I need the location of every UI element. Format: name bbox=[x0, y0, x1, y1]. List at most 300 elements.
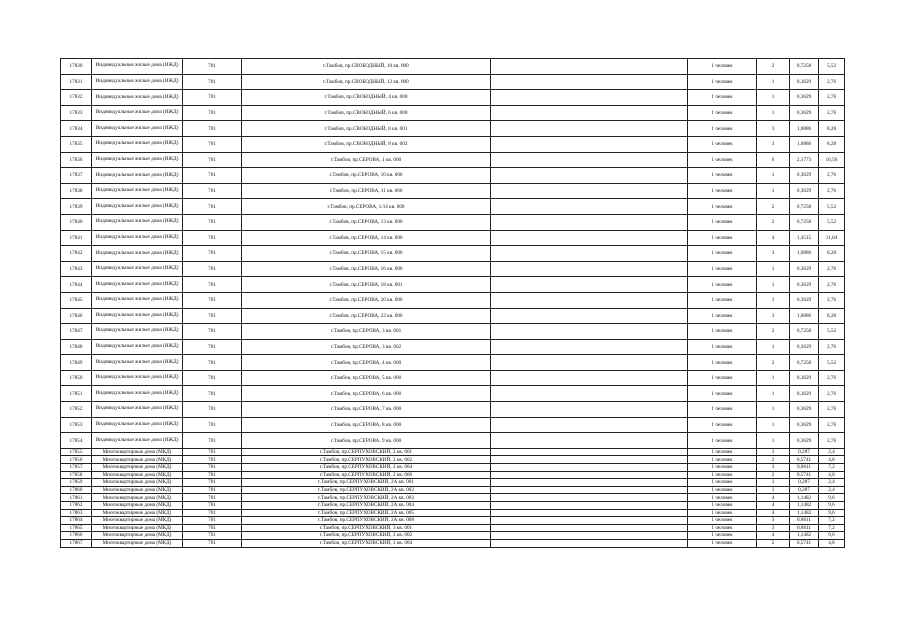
table-row bbox=[61, 517, 845, 525]
address-cell: г.Тамбов, пр.СЕРОВА, 1/14 кв. 000 bbox=[242, 199, 491, 215]
unit-cell: 1 человек bbox=[688, 456, 757, 464]
unit-cell: 1 человек bbox=[688, 292, 757, 308]
housing-type-cell: Индивидуальные жилые дома (ИЖД) bbox=[92, 386, 183, 402]
persons-count-cell: 1 bbox=[757, 183, 790, 199]
empty-cell bbox=[491, 105, 688, 121]
service-code-cell: 701 bbox=[183, 417, 242, 433]
record-id-cell: 17864 bbox=[61, 517, 92, 525]
service-code-cell: 701 bbox=[183, 121, 242, 137]
table-row bbox=[61, 339, 845, 355]
housing-type-cell: Многоквартирные дома (МКД) bbox=[92, 456, 183, 464]
record-id-cell: 17838 bbox=[61, 183, 92, 199]
address-cell: г.Тамбов, пр.СЕРОВА, 5 кв. 000 bbox=[242, 370, 491, 386]
record-id-cell: 17835 bbox=[61, 136, 92, 152]
table-row bbox=[61, 486, 845, 494]
table-row bbox=[61, 230, 845, 246]
empty-cell bbox=[491, 199, 688, 215]
housing-type-cell: Индивидуальные жилые дома (ИЖД) bbox=[92, 308, 183, 324]
address-cell: г.Тамбов, пр.СЕРПУХОВСКИЙ, 2А кв. 008 bbox=[242, 517, 491, 525]
empty-cell bbox=[491, 464, 688, 472]
address-cell: г.Тамбов, пр.СЕРОВА, 22 кв. 000 bbox=[242, 308, 491, 324]
coefficient-cell: 0,3629 bbox=[790, 74, 819, 90]
address-cell: г.Тамбов, пр.СВОБОДНЫЙ, 4 кв. 000 bbox=[242, 90, 491, 106]
coefficient-cell: 0,5741 bbox=[790, 471, 819, 479]
table-row bbox=[61, 370, 845, 386]
unit-cell: 1 человек bbox=[688, 121, 757, 137]
coefficient-cell: 0,287 bbox=[790, 486, 819, 494]
address-cell: г.Тамбов, пр.СЕРПУХОВСКИЙ, 2А кв. 002 bbox=[242, 486, 491, 494]
persons-count-cell: 3 bbox=[757, 121, 790, 137]
total-value-cell: 8,28 bbox=[819, 246, 845, 262]
housing-type-cell: Индивидуальные жилые дома (ИЖД) bbox=[92, 433, 183, 449]
table-row bbox=[61, 105, 845, 121]
unit-cell: 1 человек bbox=[688, 214, 757, 230]
record-id-cell: 17844 bbox=[61, 277, 92, 293]
address-cell: г.Тамбов, пр.СЕРПУХОВСКИЙ, 2 кв. 006 bbox=[242, 471, 491, 479]
coefficient-cell: 0,287 bbox=[790, 448, 819, 456]
housing-type-cell: Индивидуальные жилые дома (ИЖД) bbox=[92, 277, 183, 293]
table-row bbox=[61, 59, 845, 75]
coefficient-cell: 0,8611 bbox=[790, 524, 819, 532]
unit-cell: 1 человек bbox=[688, 402, 757, 418]
housing-type-cell: Индивидуальные жилые дома (ИЖД) bbox=[92, 230, 183, 246]
address-cell: г.Тамбов, пр.СЕРОВА, 3 кв. 001 bbox=[242, 324, 491, 340]
empty-cell bbox=[491, 230, 688, 246]
service-code-cell: 701 bbox=[183, 324, 242, 340]
persons-count-cell: 3 bbox=[757, 136, 790, 152]
persons-count-cell: 2 bbox=[757, 539, 790, 547]
total-value-cell: 7,2 bbox=[819, 464, 845, 472]
unit-cell: 1 человек bbox=[688, 59, 757, 75]
housing-type-cell: Индивидуальные жилые дома (ИЖД) bbox=[92, 339, 183, 355]
table-row bbox=[61, 532, 845, 540]
service-code-cell: 701 bbox=[183, 152, 242, 168]
record-id-cell: 17839 bbox=[61, 199, 92, 215]
address-cell: г.Тамбов, пр.СЕРОВА, 8 кв. 000 bbox=[242, 417, 491, 433]
address-cell: г.Тамбов, пр.СЕРПУХОВСКИЙ, 2 кв. 004 bbox=[242, 464, 491, 472]
housing-type-cell: Индивидуальные жилые дома (ИЖД) bbox=[92, 105, 183, 121]
housing-type-cell: Индивидуальные жилые дома (ИЖД) bbox=[92, 74, 183, 90]
empty-cell bbox=[491, 370, 688, 386]
record-id-cell: 17843 bbox=[61, 261, 92, 277]
empty-cell bbox=[491, 152, 688, 168]
address-cell: г.Тамбов, пр.СЕРОВА, 4 кв. 000 bbox=[242, 355, 491, 371]
record-id-cell: 17856 bbox=[61, 456, 92, 464]
record-id-cell: 17854 bbox=[61, 433, 92, 449]
empty-cell bbox=[491, 471, 688, 479]
housing-type-cell: Многоквартирные дома (МКД) bbox=[92, 539, 183, 547]
address-cell: г.Тамбов, пр.СЕРПУХОВСКИЙ, 2А кв. 001 bbox=[242, 479, 491, 487]
coefficient-cell: 0,3629 bbox=[790, 370, 819, 386]
persons-count-cell: 1 bbox=[757, 74, 790, 90]
unit-cell: 1 человек bbox=[688, 448, 757, 456]
empty-cell bbox=[491, 90, 688, 106]
persons-count-cell: 1 bbox=[757, 479, 790, 487]
empty-cell bbox=[491, 386, 688, 402]
total-value-cell: 2,76 bbox=[819, 183, 845, 199]
service-code-cell: 701 bbox=[183, 339, 242, 355]
unit-cell: 1 человек bbox=[688, 433, 757, 449]
total-value-cell: 9,6 bbox=[819, 509, 845, 517]
persons-count-cell: 1 bbox=[757, 370, 790, 386]
persons-count-cell: 4 bbox=[757, 230, 790, 246]
unit-cell: 1 человек bbox=[688, 524, 757, 532]
record-id-cell: 17863 bbox=[61, 509, 92, 517]
unit-cell: 1 человек bbox=[688, 471, 757, 479]
coefficient-cell: 0,7258 bbox=[790, 324, 819, 340]
total-value-cell: 2,4 bbox=[819, 479, 845, 487]
service-code-cell: 701 bbox=[183, 479, 242, 487]
persons-count-cell: 1 bbox=[757, 486, 790, 494]
record-id-cell: 17861 bbox=[61, 494, 92, 502]
address-cell: г.Тамбов, пр.СЕРОВА, 16 кв. 000 bbox=[242, 261, 491, 277]
service-code-cell: 701 bbox=[183, 90, 242, 106]
persons-count-cell: 4 bbox=[757, 509, 790, 517]
housing-type-cell: Многоквартирные дома (МКД) bbox=[92, 532, 183, 540]
coefficient-cell: 1,4515 bbox=[790, 230, 819, 246]
unit-cell: 1 человек bbox=[688, 152, 757, 168]
coefficient-cell: 1,0886 bbox=[790, 121, 819, 137]
unit-cell: 1 человек bbox=[688, 502, 757, 510]
address-cell: г.Тамбов, пр.СЕРОВА, 11 кв. 000 bbox=[242, 183, 491, 199]
coefficient-cell: 0,3629 bbox=[790, 402, 819, 418]
address-cell: г.Тамбов, пр.СЕРОВА, 10 кв. 000 bbox=[242, 168, 491, 184]
record-id-cell: 17845 bbox=[61, 292, 92, 308]
persons-count-cell: 3 bbox=[757, 464, 790, 472]
total-value-cell: 4,8 bbox=[819, 456, 845, 464]
table-row bbox=[61, 261, 845, 277]
persons-count-cell: 1 bbox=[757, 433, 790, 449]
empty-cell bbox=[491, 355, 688, 371]
address-cell: г.Тамбов, пр.СВОБОДНЫЙ, 10 кв. 000 bbox=[242, 59, 491, 75]
total-value-cell: 2,76 bbox=[819, 292, 845, 308]
coefficient-cell: 0,7258 bbox=[790, 59, 819, 75]
table-row bbox=[61, 136, 845, 152]
service-code-cell: 701 bbox=[183, 183, 242, 199]
table-row bbox=[61, 448, 845, 456]
table-row bbox=[61, 509, 845, 517]
address-cell: г.Тамбов, пр.СЕРПУХОВСКИЙ, 3 кв. 001 bbox=[242, 524, 491, 532]
service-code-cell: 701 bbox=[183, 370, 242, 386]
table-row bbox=[61, 214, 845, 230]
total-value-cell: 9,6 bbox=[819, 494, 845, 502]
housing-type-cell: Индивидуальные жилые дома (ИЖД) bbox=[92, 136, 183, 152]
coefficient-cell: 0,7258 bbox=[790, 355, 819, 371]
empty-cell bbox=[491, 168, 688, 184]
coefficient-cell: 0,3629 bbox=[790, 168, 819, 184]
unit-cell: 1 человек bbox=[688, 370, 757, 386]
service-code-cell: 701 bbox=[183, 168, 242, 184]
total-value-cell: 9,6 bbox=[819, 532, 845, 540]
persons-count-cell: 1 bbox=[757, 261, 790, 277]
persons-count-cell: 3 bbox=[757, 246, 790, 262]
record-id-cell: 17859 bbox=[61, 479, 92, 487]
coefficient-cell: 0,5741 bbox=[790, 539, 819, 547]
service-code-cell: 701 bbox=[183, 456, 242, 464]
total-value-cell: 2,4 bbox=[819, 448, 845, 456]
service-code-cell: 701 bbox=[183, 105, 242, 121]
coefficient-cell: 0,3629 bbox=[790, 277, 819, 293]
housing-type-cell: Индивидуальные жилые дома (ИЖД) bbox=[92, 246, 183, 262]
service-code-cell: 701 bbox=[183, 448, 242, 456]
housing-type-cell: Индивидуальные жилые дома (ИЖД) bbox=[92, 121, 183, 137]
total-value-cell: 2,76 bbox=[819, 90, 845, 106]
table-row bbox=[61, 524, 845, 532]
empty-cell bbox=[491, 486, 688, 494]
unit-cell: 1 человек bbox=[688, 277, 757, 293]
total-value-cell: 2,76 bbox=[819, 417, 845, 433]
housing-type-cell: Многоквартирные дома (МКД) bbox=[92, 479, 183, 487]
table-row bbox=[61, 355, 845, 371]
housing-type-cell: Индивидуальные жилые дома (ИЖД) bbox=[92, 90, 183, 106]
table-row bbox=[61, 308, 845, 324]
empty-cell bbox=[491, 339, 688, 355]
persons-count-cell: 1 bbox=[757, 90, 790, 106]
record-id-cell: 17848 bbox=[61, 339, 92, 355]
empty-cell bbox=[491, 417, 688, 433]
coefficient-cell: 1,0886 bbox=[790, 246, 819, 262]
address-cell: г.Тамбов, пр.СЕРОВА, 13 кв. 000 bbox=[242, 214, 491, 230]
unit-cell: 1 человек bbox=[688, 355, 757, 371]
coefficient-cell: 0,7258 bbox=[790, 214, 819, 230]
table-row bbox=[61, 456, 845, 464]
persons-count-cell: 1 bbox=[757, 277, 790, 293]
coefficient-cell: 2,1773 bbox=[790, 152, 819, 168]
housing-type-cell: Многоквартирные дома (МКД) bbox=[92, 486, 183, 494]
empty-cell bbox=[491, 539, 688, 547]
service-code-cell: 701 bbox=[183, 246, 242, 262]
total-value-cell: 5,52 bbox=[819, 324, 845, 340]
address-cell: г.Тамбов, пр.СЕРПУХОВСКИЙ, 2 кв. 002 bbox=[242, 456, 491, 464]
record-id-cell: 17852 bbox=[61, 402, 92, 418]
unit-cell: 1 человек bbox=[688, 308, 757, 324]
record-id-cell: 17831 bbox=[61, 74, 92, 90]
service-code-cell: 701 bbox=[183, 292, 242, 308]
total-value-cell: 2,76 bbox=[819, 370, 845, 386]
record-id-cell: 17858 bbox=[61, 471, 92, 479]
coefficient-cell: 0,8611 bbox=[790, 517, 819, 525]
housing-type-cell: Индивидуальные жилые дома (ИЖД) bbox=[92, 214, 183, 230]
address-cell: г.Тамбов, пр.СЕРПУХОВСКИЙ, 2А кв. 004 bbox=[242, 502, 491, 510]
persons-count-cell: 1 bbox=[757, 292, 790, 308]
housing-type-cell: Многоквартирные дома (МКД) bbox=[92, 494, 183, 502]
total-value-cell: 2,76 bbox=[819, 339, 845, 355]
persons-count-cell: 2 bbox=[757, 214, 790, 230]
persons-count-cell: 3 bbox=[757, 308, 790, 324]
record-id-cell: 17855 bbox=[61, 448, 92, 456]
persons-count-cell: 1 bbox=[757, 448, 790, 456]
persons-count-cell: 1 bbox=[757, 339, 790, 355]
record-id-cell: 17865 bbox=[61, 524, 92, 532]
table-row bbox=[61, 168, 845, 184]
total-value-cell: 4,8 bbox=[819, 471, 845, 479]
empty-cell bbox=[491, 136, 688, 152]
total-value-cell: 2,76 bbox=[819, 261, 845, 277]
total-value-cell: 2,76 bbox=[819, 386, 845, 402]
record-id-cell: 17834 bbox=[61, 121, 92, 137]
table-row bbox=[61, 502, 845, 510]
service-code-cell: 701 bbox=[183, 433, 242, 449]
address-cell: г.Тамбов, пр.СЕРОВА, 15 кв. 000 bbox=[242, 246, 491, 262]
table-row bbox=[61, 292, 845, 308]
housing-type-cell: Многоквартирные дома (МКД) bbox=[92, 524, 183, 532]
persons-count-cell: 1 bbox=[757, 168, 790, 184]
table-row bbox=[61, 74, 845, 90]
table-row bbox=[61, 121, 845, 137]
coefficient-cell: 1,1482 bbox=[790, 502, 819, 510]
unit-cell: 1 человек bbox=[688, 386, 757, 402]
record-id-cell: 17846 bbox=[61, 308, 92, 324]
housing-type-cell: Многоквартирные дома (МКД) bbox=[92, 502, 183, 510]
persons-count-cell: 2 bbox=[757, 199, 790, 215]
coefficient-cell: 0,3629 bbox=[790, 183, 819, 199]
service-code-cell: 701 bbox=[183, 532, 242, 540]
address-cell: г.Тамбов, пр.СЕРОВА, 1 кв. 000 bbox=[242, 152, 491, 168]
housing-type-cell: Индивидуальные жилые дома (ИЖД) bbox=[92, 152, 183, 168]
service-code-cell: 701 bbox=[183, 230, 242, 246]
persons-count-cell: 2 bbox=[757, 324, 790, 340]
record-id-cell: 17830 bbox=[61, 59, 92, 75]
unit-cell: 1 человек bbox=[688, 246, 757, 262]
record-id-cell: 17860 bbox=[61, 486, 92, 494]
service-code-cell: 701 bbox=[183, 494, 242, 502]
housing-type-cell: Индивидуальные жилые дома (ИЖД) bbox=[92, 324, 183, 340]
persons-count-cell: 1 bbox=[757, 417, 790, 433]
empty-cell bbox=[491, 479, 688, 487]
total-value-cell: 8,28 bbox=[819, 308, 845, 324]
service-code-cell: 701 bbox=[183, 502, 242, 510]
record-id-cell: 17849 bbox=[61, 355, 92, 371]
empty-cell bbox=[491, 214, 688, 230]
unit-cell: 1 человек bbox=[688, 464, 757, 472]
service-code-cell: 701 bbox=[183, 74, 242, 90]
housing-type-cell: Многоквартирные дома (МКД) bbox=[92, 448, 183, 456]
address-cell: г.Тамбов, пр.СЕРПУХОВСКИЙ, 2А кв. 003 bbox=[242, 494, 491, 502]
table-row bbox=[61, 199, 845, 215]
record-id-cell: 17867 bbox=[61, 539, 92, 547]
housing-type-cell: Индивидуальные жилые дома (ИЖД) bbox=[92, 59, 183, 75]
records-table-body bbox=[61, 59, 845, 548]
total-value-cell: 11,04 bbox=[819, 230, 845, 246]
table-row bbox=[61, 90, 845, 106]
coefficient-cell: 0,3629 bbox=[790, 433, 819, 449]
empty-cell bbox=[491, 74, 688, 90]
empty-cell bbox=[491, 308, 688, 324]
record-id-cell: 17840 bbox=[61, 214, 92, 230]
total-value-cell: 8,28 bbox=[819, 121, 845, 137]
address-cell: г.Тамбов, пр.СВОБОДНЫЙ, 6 кв. 000 bbox=[242, 105, 491, 121]
housing-type-cell: Индивидуальные жилые дома (ИЖД) bbox=[92, 168, 183, 184]
total-value-cell: 2,76 bbox=[819, 168, 845, 184]
coefficient-cell: 0,287 bbox=[790, 479, 819, 487]
coefficient-cell: 1,1482 bbox=[790, 509, 819, 517]
coefficient-cell: 0,8611 bbox=[790, 464, 819, 472]
unit-cell: 1 человек bbox=[688, 230, 757, 246]
total-value-cell: 16,56 bbox=[819, 152, 845, 168]
empty-cell bbox=[491, 183, 688, 199]
housing-type-cell: Индивидуальные жилые дома (ИЖД) bbox=[92, 417, 183, 433]
service-code-cell: 701 bbox=[183, 539, 242, 547]
unit-cell: 1 человек bbox=[688, 199, 757, 215]
record-id-cell: 17853 bbox=[61, 417, 92, 433]
total-value-cell: 5,52 bbox=[819, 355, 845, 371]
housing-type-cell: Индивидуальные жилые дома (ИЖД) bbox=[92, 370, 183, 386]
address-cell: г.Тамбов, пр.СВОБОДНЫЙ, 8 кв. 001 bbox=[242, 121, 491, 137]
empty-cell bbox=[491, 502, 688, 510]
table-row bbox=[61, 386, 845, 402]
unit-cell: 1 человек bbox=[688, 532, 757, 540]
coefficient-cell: 1,0886 bbox=[790, 308, 819, 324]
total-value-cell: 2,76 bbox=[819, 433, 845, 449]
unit-cell: 1 человек bbox=[688, 517, 757, 525]
record-id-cell: 17836 bbox=[61, 152, 92, 168]
unit-cell: 1 человек bbox=[688, 417, 757, 433]
coefficient-cell: 0,7258 bbox=[790, 199, 819, 215]
address-cell: г.Тамбов, пр.СЕРОВА, 3 кв. 002 bbox=[242, 339, 491, 355]
unit-cell: 1 человек bbox=[688, 136, 757, 152]
coefficient-cell: 0,3629 bbox=[790, 386, 819, 402]
table-row bbox=[61, 433, 845, 449]
empty-cell bbox=[491, 277, 688, 293]
coefficient-cell: 0,3629 bbox=[790, 261, 819, 277]
unit-cell: 1 человек bbox=[688, 261, 757, 277]
service-code-cell: 701 bbox=[183, 386, 242, 402]
empty-cell bbox=[491, 517, 688, 525]
empty-cell bbox=[491, 121, 688, 137]
empty-cell bbox=[491, 402, 688, 418]
persons-count-cell: 4 bbox=[757, 502, 790, 510]
total-value-cell: 2,76 bbox=[819, 277, 845, 293]
housing-type-cell: Индивидуальные жилые дома (ИЖД) bbox=[92, 261, 183, 277]
service-code-cell: 701 bbox=[183, 464, 242, 472]
table-row bbox=[61, 417, 845, 433]
record-id-cell: 17847 bbox=[61, 324, 92, 340]
coefficient-cell: 0,5741 bbox=[790, 456, 819, 464]
persons-count-cell: 1 bbox=[757, 386, 790, 402]
empty-cell bbox=[491, 509, 688, 517]
housing-type-cell: Многоквартирные дома (МКД) bbox=[92, 471, 183, 479]
address-cell: г.Тамбов, пр.СВОБОДНЫЙ, 8 кв. 002 bbox=[242, 136, 491, 152]
service-code-cell: 701 bbox=[183, 402, 242, 418]
service-code-cell: 701 bbox=[183, 524, 242, 532]
unit-cell: 1 человек bbox=[688, 509, 757, 517]
service-code-cell: 701 bbox=[183, 486, 242, 494]
table-row bbox=[61, 471, 845, 479]
total-value-cell: 5,52 bbox=[819, 59, 845, 75]
empty-cell bbox=[491, 292, 688, 308]
address-cell: г.Тамбов, пр.СЕРПУХОВСКИЙ, 2А кв. 005 bbox=[242, 509, 491, 517]
address-cell: г.Тамбов, пр.СЕРОВА, 20 кв. 000 bbox=[242, 292, 491, 308]
address-cell: г.Тамбов, пр.СЕРПУХОВСКИЙ, 3 кв. 004 bbox=[242, 539, 491, 547]
persons-count-cell: 2 bbox=[757, 471, 790, 479]
unit-cell: 1 человек bbox=[688, 183, 757, 199]
address-cell: г.Тамбов, пр.СЕРОВА, 6 кв. 000 bbox=[242, 386, 491, 402]
address-cell: г.Тамбов, пр.СВОБОДНЫЙ, 12 кв. 000 bbox=[242, 74, 491, 90]
unit-cell: 1 человек bbox=[688, 479, 757, 487]
persons-count-cell: 6 bbox=[757, 152, 790, 168]
persons-count-cell: 3 bbox=[757, 517, 790, 525]
table-row bbox=[61, 402, 845, 418]
housing-type-cell: Индивидуальные жилые дома (ИЖД) bbox=[92, 355, 183, 371]
housing-type-cell: Многоквартирные дома (МКД) bbox=[92, 517, 183, 525]
table-row bbox=[61, 464, 845, 472]
service-code-cell: 701 bbox=[183, 517, 242, 525]
persons-count-cell: 1 bbox=[757, 105, 790, 121]
service-code-cell: 701 bbox=[183, 214, 242, 230]
service-code-cell: 701 bbox=[183, 59, 242, 75]
empty-cell bbox=[491, 433, 688, 449]
total-value-cell: 2,76 bbox=[819, 105, 845, 121]
